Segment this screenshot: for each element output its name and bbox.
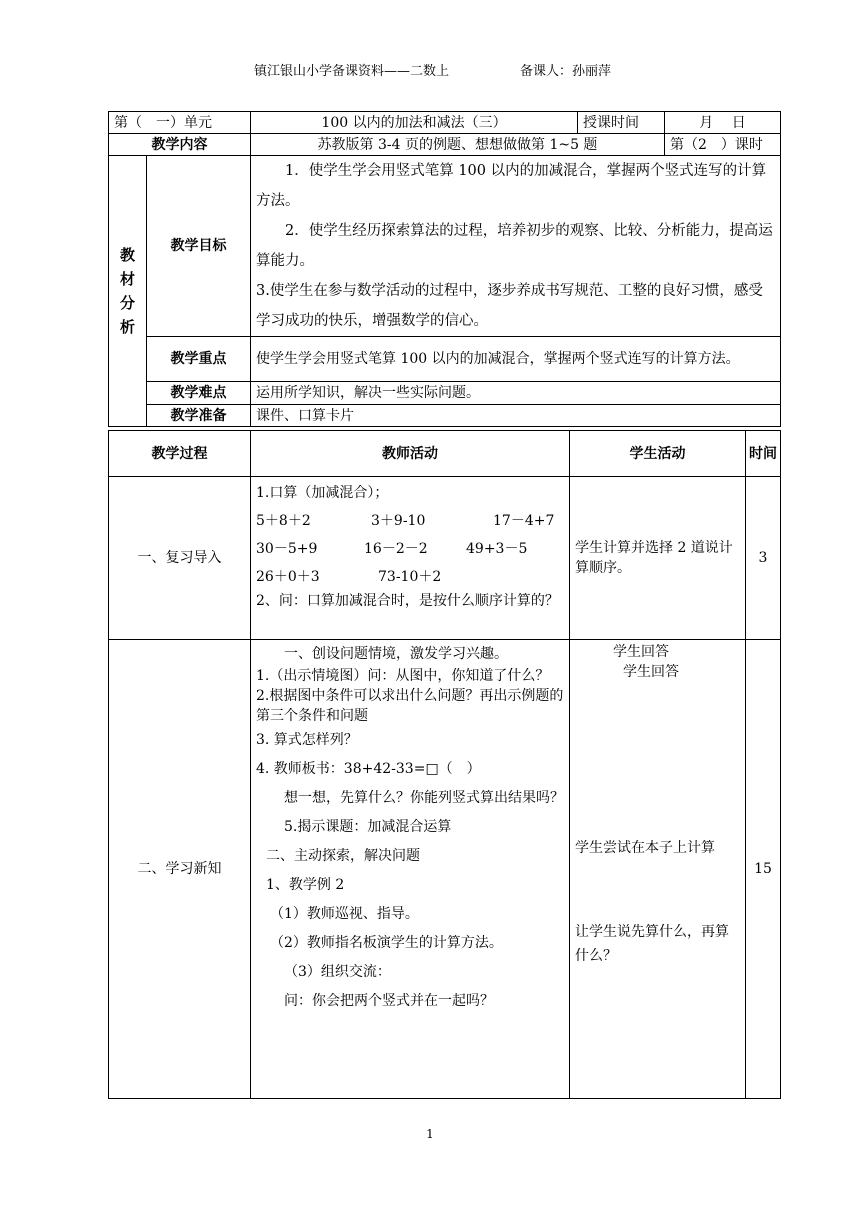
teacher-header: 教师活动 [251,431,570,477]
expr-row [256,507,564,535]
difficulty-label: 教学难点 [147,382,251,405]
new-teacher-cell [251,640,570,1099]
review-teacher-cell [251,477,570,640]
review-time: 3 [746,477,781,640]
new-step: （3）组织交流： [284,964,391,980]
lesson-info-table [108,111,781,427]
new-step: 问：你会把两个竖式并在一起吗？ [284,993,494,1009]
new-step: 5.揭示课题：加减混合运算 [284,819,452,835]
lesson-number: 第（2 ）课时 [665,134,781,156]
time-label: 授课时间 [578,112,665,134]
school-title: 镇江银山小学备课资料——二数上 [254,64,450,79]
expr: 30－5+9 [256,541,318,557]
time-header: 时间 [746,431,781,477]
prep-cell: 课件、口算卡片 [251,405,781,427]
expr-row [256,563,564,591]
page-number: 1 [426,1127,434,1141]
expr: 3＋9-10 [371,513,426,529]
review-title: 1.口算（加减混合）； [256,485,389,501]
new-step: 1.（出示情境图）问：从图中，你知道了什么？ [256,668,550,684]
prep-label: 教学准备 [147,405,251,427]
student-note: 让学生说先算什么，再算什么？ [575,924,729,964]
content-label: 教学内容 [109,134,251,156]
goal-item: 3.使学生在参与数学活动的过程中，逐步养成书写规范、工整的良好习惯，感受学习成功的快乐，增强数学的信心。 [256,283,763,329]
new-step: 一、创设问题情境，激发学习兴趣。 [284,646,508,662]
student-note: 学生尝试在本子上计算 [575,840,715,856]
student-note: 学生回答 [623,664,679,680]
new-step: 想一想，先算什么？你能列竖式算出结果吗？ [284,790,564,806]
new-step: （1）教师巡视、指导。 [270,906,419,922]
new-step: 1、教学例 2 [266,877,345,893]
expr: 73-10＋2 [378,569,442,585]
key-cell: 使学生学会用竖式笔算 100 以内的加减混合，掌握两个竖式连写的计算方法。 [251,337,781,382]
goal-item: 2．使学生经历探索算法的过程，培养初步的观察、比较、分析能力，提高运算能力。 [256,223,773,269]
expr-row [256,535,564,563]
new-step: （2）教师指名板演学生的计算方法。 [270,935,503,951]
goals-cell [251,156,781,337]
new-step: 3. 算式怎样列？ [256,732,358,748]
author: 备课人：孙丽萍 [520,64,612,79]
date-cell: 月 日 [665,112,781,134]
content-cell: 苏教版第 3-4 页的例题、想想做做第 1~5 题 [251,134,665,156]
stage-new: 二、学习新知 [109,640,251,1099]
goal-item: 1．使学生学会用竖式笔算 100 以内的加减混合，掌握两个竖式连写的计算方法。 [256,163,767,209]
expr: 26＋0＋3 [256,569,320,585]
difficulty-cell: 运用所学知识，解决一些实际问题。 [251,382,781,405]
review-question: 2、问：口算加减混合时，是按什么顺序计算的？ [256,593,559,609]
new-step: 二、主动探索，解决问题 [266,848,420,864]
student-header: 学生活动 [570,431,746,477]
expr: 16－2－2 [364,541,428,557]
review-student-cell: 学生计算并选择 2 道说计算顺序。 [570,477,746,640]
process-header: 教学过程 [109,431,251,477]
teaching-process-table [108,430,781,1099]
unit-cell: 第（ 一）单元 [109,112,251,134]
student-note: 学生回答 [613,644,669,660]
lesson-title: 100 以内的加法和减法（三） [251,112,578,134]
section-label: 教 材 分 析 [109,156,147,427]
new-step: 4. 教师板书：38+42-33=□（ ） [256,761,481,777]
key-label: 教学重点 [147,337,251,382]
expr: 17－4+7 [493,513,555,529]
new-student-cell [570,640,746,1099]
expr: 5＋8＋2 [256,513,311,529]
new-time: 15 [746,640,781,1099]
stage-review: 一、复习导入 [109,477,251,640]
goal-label: 教学目标 [147,156,251,337]
expr: 49+3－5 [466,541,528,557]
new-step: 2.根据图中条件可以求出什么问题？再出示例题的第三个条件和问题 [256,688,564,724]
